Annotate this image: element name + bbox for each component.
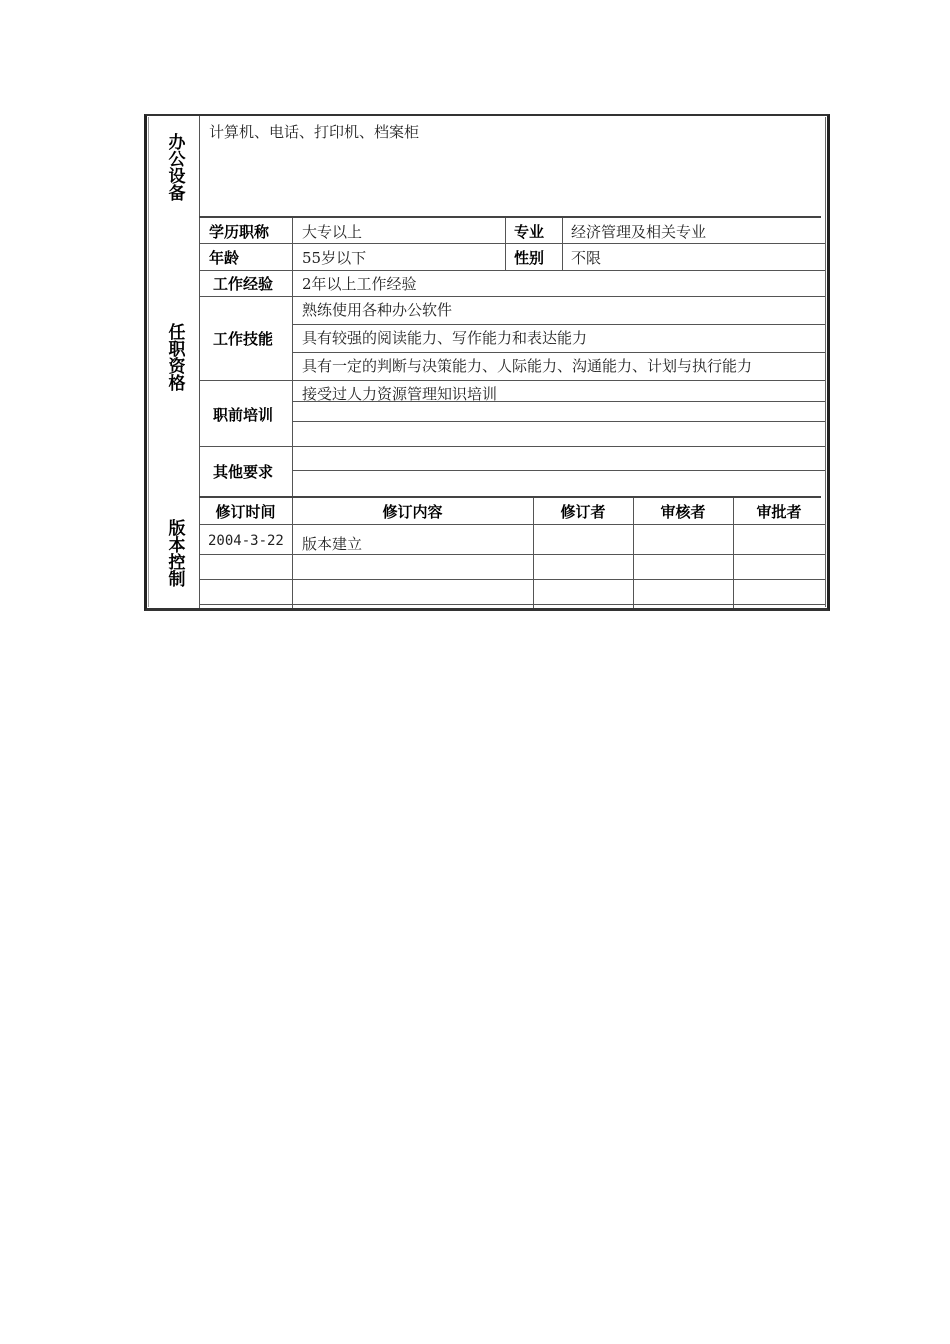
education-label: 学历职称 — [209, 223, 270, 241]
row-divider-experience — [199, 296, 825, 297]
office-equipment-label — [147, 118, 202, 216]
skill-divider-1 — [292, 324, 825, 325]
row-divider-skills — [199, 380, 825, 381]
education-value: 大专以上 — [302, 223, 363, 241]
training-value: 接受过人力资源管理知识培训 — [302, 385, 498, 403]
version-row-divider-1 — [199, 554, 825, 555]
version-control-label-text: 版本控制 — [164, 519, 185, 587]
version-header-content: 修订内容 — [382, 503, 443, 521]
major-label: 专业 — [514, 223, 545, 241]
version-header-reviser: 修订者 — [560, 503, 606, 521]
gender-value: 不限 — [571, 249, 602, 267]
version-header-approver: 审批者 — [756, 503, 802, 521]
row-divider-age — [199, 270, 825, 271]
job-description-table — [144, 114, 830, 611]
other-divider-1 — [292, 470, 825, 471]
skill-item-2: 具有较强的阅读能力、写作能力和表达能力 — [302, 329, 588, 347]
version-header-reviewer: 审核者 — [660, 503, 706, 521]
major-left-divider — [505, 218, 506, 270]
skills-label: 工作技能 — [213, 330, 274, 348]
major-value-divider — [562, 218, 563, 270]
age-label: 年龄 — [209, 249, 240, 267]
row-divider-training — [199, 446, 825, 447]
experience-value: 2年以上工作经验 — [302, 275, 417, 293]
version-row-1-content: 版本建立 — [302, 535, 363, 553]
age-value: 55岁以下 — [302, 249, 367, 267]
skill-item-3: 具有一定的判断与决策能力、人际能力、沟通能力、计划与执行能力 — [302, 357, 753, 375]
qualifications-label-text: 任职资格 — [164, 323, 185, 391]
version-header-divider — [199, 524, 825, 525]
training-divider-2 — [292, 421, 825, 422]
table-bottom-line — [199, 604, 825, 605]
experience-label: 工作经验 — [213, 275, 274, 293]
office-equipment-value: 计算机、电话、打印机、档案柜 — [209, 123, 420, 141]
version-header-time: 修订时间 — [215, 503, 276, 521]
skill-divider-2 — [292, 352, 825, 353]
skill-item-1: 熟练使用各种办公软件 — [302, 301, 453, 319]
version-row-1-time: 2004-3-22 — [208, 533, 284, 549]
version-row-divider-2 — [199, 579, 825, 580]
version-control-label — [147, 498, 202, 608]
office-equipment-label-text: 办公设备 — [164, 133, 185, 201]
training-label: 职前培训 — [213, 406, 274, 424]
gender-label: 性别 — [514, 249, 545, 267]
row-divider-education — [199, 243, 825, 244]
other-label: 其他要求 — [213, 463, 274, 481]
sub-label-divider — [292, 218, 293, 497]
qualifications-label — [147, 218, 202, 496]
major-value: 经济管理及相关专业 — [571, 223, 707, 241]
training-divider-1 — [292, 401, 825, 402]
